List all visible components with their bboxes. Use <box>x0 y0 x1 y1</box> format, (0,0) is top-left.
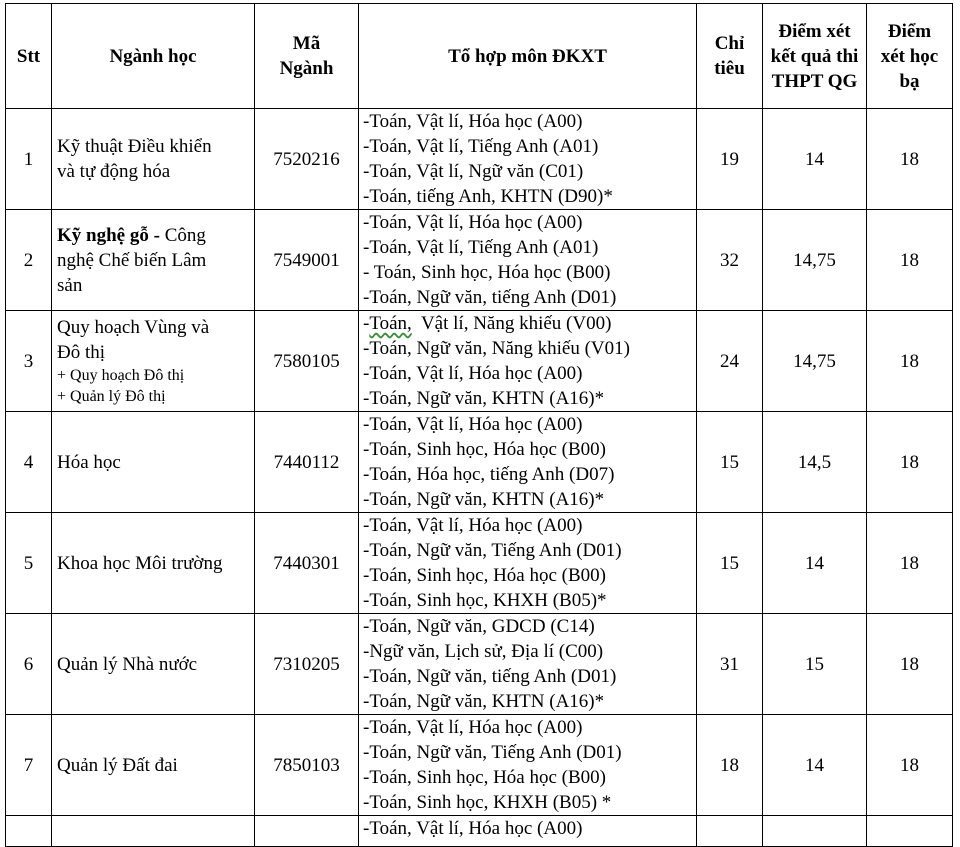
header-to-hop: Tổ hợp môn ĐKXT <box>359 4 697 109</box>
cell-combos: -Toán, Vật lí, Hóa học (A00) -Toán, Ngữ văn, Tiếng Anh (D01) -Toán, Sinh học, Hóa học (B00) -Toán, Sinh học, KHXH (B05)* <box>359 513 697 614</box>
cell-score-thpt: 14,5 <box>763 412 867 513</box>
cell-major-name: Quy hoạch Vùng và Đô thị + Quy hoạch Đô thị + Quản lý Đô thị <box>52 311 255 412</box>
cell-score-thpt: 14,75 <box>763 311 867 412</box>
cell-major-name: Kỹ thuật Điều khiển và tự động hóa <box>52 109 255 210</box>
cell-score-hocba: 18 <box>867 513 953 614</box>
header-ma-nganh: Mã Ngành <box>255 4 359 109</box>
header-row <box>6 4 953 109</box>
cell-quota: 24 <box>697 311 763 412</box>
cell-score-thpt: 14,75 <box>763 210 867 311</box>
cell-major-name: Quản lý Nhà nước <box>52 614 255 715</box>
cell-combos: -Toán, Vật lí, Hóa học (A00) <box>359 816 697 847</box>
cell-quota: 32 <box>697 210 763 311</box>
cell-stt: 6 <box>6 614 52 715</box>
cell-major-name: Kỹ nghệ gỗ - Công nghệ Chế biến Lâm sản <box>52 210 255 311</box>
cell-quota: 19 <box>697 109 763 210</box>
cell-code: 7520216 <box>255 109 359 210</box>
cell-code: 7440112 <box>255 412 359 513</box>
table-row <box>6 210 953 311</box>
cell-score-thpt: 14 <box>763 513 867 614</box>
admission-table <box>5 3 953 847</box>
cell-combos: -Toán, Vật lí, Hóa học (A00) -Toán, Sinh học, Hóa học (B00) -Toán, Hóa học, tiếng Anh (D07) -Toán, Ngữ văn, KHTN (A16)* <box>359 412 697 513</box>
header-diem-hocba: Điểm xét học bạ <box>867 4 953 109</box>
table-row <box>6 412 953 513</box>
cell-quota <box>697 816 763 847</box>
cell-code: 7549001 <box>255 210 359 311</box>
cell-major-name: Quản lý Đất đai <box>52 715 255 816</box>
header-diem-thpt: Điểm xét kết quả thi THPT QG <box>763 4 867 109</box>
cell-combos: -Toán, Vật lí, Năng khiếu (V00) -Toán, Ngữ văn, Năng khiếu (V01) -Toán, Vật lí, Hóa học (A00) -Toán, Ngữ văn, KHTN (A16)* <box>359 311 697 412</box>
cell-quota: 18 <box>697 715 763 816</box>
cell-code: 7850103 <box>255 715 359 816</box>
cell-major-name: Hóa học <box>52 412 255 513</box>
table-row-partial <box>6 816 953 847</box>
cell-stt: 5 <box>6 513 52 614</box>
header-stt: Stt <box>6 4 52 109</box>
table-row <box>6 513 953 614</box>
header-nganh-hoc: Ngành học <box>52 4 255 109</box>
cell-combos: -Toán, Vật lí, Hóa học (A00) -Toán, Vật lí, Tiếng Anh (A01) - Toán, Sinh học, Hóa học (B00) -Toán, Ngữ văn, tiếng Anh (D01) <box>359 210 697 311</box>
cell-score-hocba: 18 <box>867 109 953 210</box>
cell-major-name <box>52 816 255 847</box>
cell-quota: 15 <box>697 513 763 614</box>
cell-stt: 1 <box>6 109 52 210</box>
cell-quota: 31 <box>697 614 763 715</box>
cell-code <box>255 816 359 847</box>
cell-code: 7440301 <box>255 513 359 614</box>
cell-score-hocba: 18 <box>867 412 953 513</box>
cell-stt: 4 <box>6 412 52 513</box>
cell-code: 7310205 <box>255 614 359 715</box>
cell-major-name: Khoa học Môi trường <box>52 513 255 614</box>
cell-score-thpt: 14 <box>763 109 867 210</box>
cell-stt: 2 <box>6 210 52 311</box>
cell-quota: 15 <box>697 412 763 513</box>
header-chi-tieu: Chỉ tiêu <box>697 4 763 109</box>
cell-score-hocba: 18 <box>867 715 953 816</box>
cell-score-hocba: 18 <box>867 311 953 412</box>
cell-stt: 3 <box>6 311 52 412</box>
cell-combos: -Toán, Vật lí, Hóa học (A00) -Toán, Vật lí, Tiếng Anh (A01) -Toán, Vật lí, Ngữ văn (C01) -Toán, tiếng Anh, KHTN (D90)* <box>359 109 697 210</box>
cell-stt: 7 <box>6 715 52 816</box>
cell-stt <box>6 816 52 847</box>
table-row <box>6 109 953 210</box>
table-row <box>6 715 953 816</box>
cell-code: 7580105 <box>255 311 359 412</box>
table-row <box>6 311 953 412</box>
cell-combos: -Toán, Vật lí, Hóa học (A00) -Toán, Ngữ văn, Tiếng Anh (D01) -Toán, Sinh học, Hóa học (B00) -Toán, Sinh học, KHXH (B05) * <box>359 715 697 816</box>
cell-combos: -Toán, Ngữ văn, GDCD (C14) -Ngữ văn, Lịch sử, Địa lí (C00) -Toán, Ngữ văn, tiếng Anh (D01) -Toán, Ngữ văn, KHTN (A16)* <box>359 614 697 715</box>
cell-score-thpt <box>763 816 867 847</box>
cell-score-hocba: 18 <box>867 210 953 311</box>
table-row <box>6 614 953 715</box>
cell-score-thpt: 14 <box>763 715 867 816</box>
cell-score-hocba: 18 <box>867 614 953 715</box>
cell-score-thpt: 15 <box>763 614 867 715</box>
cell-score-hocba <box>867 816 953 847</box>
